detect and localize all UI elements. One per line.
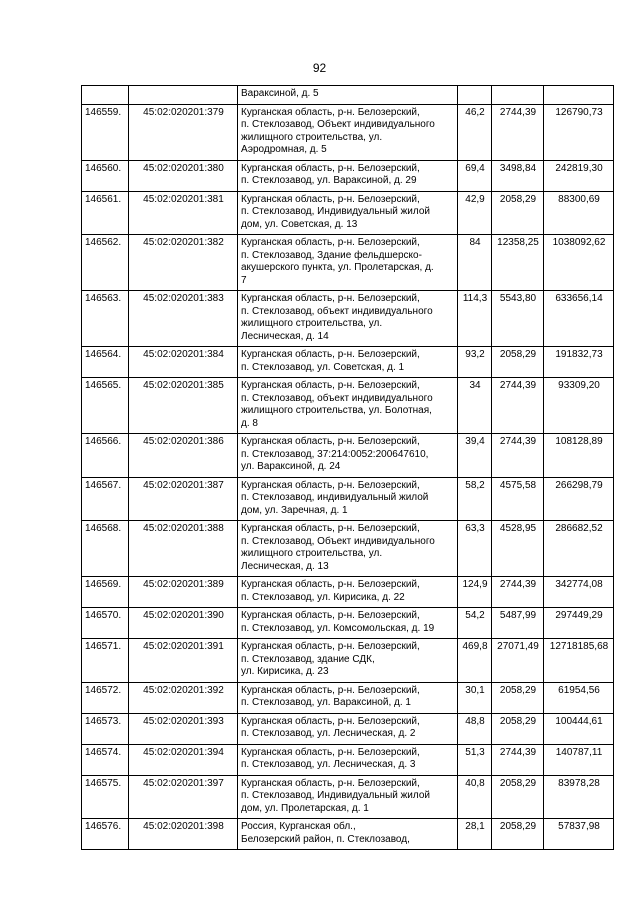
cadastral-number-cell: 45:02:020201:385 xyxy=(129,378,238,434)
row-number-cell: 146573. xyxy=(82,713,129,744)
address-line: п. Стеклозавод, ул. Лесническая, д. 2 xyxy=(241,728,416,739)
cadastral-value-cell: 12718185,68 xyxy=(544,639,614,683)
area-cell: 124,9 xyxy=(458,577,492,608)
address-line: п. Стеклозавод, ул. Лесническая, д. 3 xyxy=(241,759,416,770)
address-line: Курганская область, р-н. Белозерский, xyxy=(241,777,420,789)
table-row xyxy=(82,521,614,577)
address-line: дом, ул. Советская, д. 13 xyxy=(241,218,358,230)
unit-value-cell: 2058,29 xyxy=(492,347,544,378)
area-cell: 46,2 xyxy=(458,104,492,160)
address-cell xyxy=(238,477,458,521)
area-cell: 39,4 xyxy=(458,434,492,478)
address-line: п. Стеклозавод, Здание фельдшерско- xyxy=(241,249,422,261)
address-line: Белозерский район, п. Стеклозавод, xyxy=(241,833,410,845)
cadastral-value-cell: 1038092,62 xyxy=(544,235,614,291)
cadastral-value-cell: 286682,52 xyxy=(544,521,614,577)
address-line: Россия, Курганская обл., xyxy=(241,821,356,832)
unit-value-cell: 2058,29 xyxy=(492,191,544,235)
address-line: Курганская область, р-н. Белозерский, xyxy=(241,641,420,652)
table-row xyxy=(82,608,614,639)
cadastral-value-cell: 61954,56 xyxy=(544,682,614,713)
table-row xyxy=(82,378,614,434)
area-cell: 42,9 xyxy=(458,191,492,235)
unit-value-cell: 2744,39 xyxy=(492,434,544,478)
cadastral-value-cell: 93309,20 xyxy=(544,378,614,434)
cadastral-number-cell: 45:02:020201:379 xyxy=(129,104,238,160)
address-line: Курганская область, р-н. Белозерский, xyxy=(241,193,420,205)
address-line: акушерского пункта, ул. Пролетарская, д. xyxy=(241,262,434,273)
address-cell xyxy=(238,191,458,235)
address-line: д. 8 xyxy=(241,417,258,429)
unit-value-cell: 2058,29 xyxy=(492,775,544,819)
row-number-cell: 146563. xyxy=(82,291,129,347)
row-number-cell: 146569. xyxy=(82,577,129,608)
cadastral-value-cell: 57837,98 xyxy=(544,819,614,850)
cadastral-number-cell: 45:02:020201:381 xyxy=(129,191,238,235)
area-cell: 40,8 xyxy=(458,775,492,819)
area-cell: 58,2 xyxy=(458,477,492,521)
cadastral-number-cell: 45:02:020201:383 xyxy=(129,291,238,347)
property-registry-table xyxy=(81,85,614,850)
cadastral-number-cell: 45:02:020201:398 xyxy=(129,819,238,850)
cadastral-number-cell: 45:02:020201:390 xyxy=(129,608,238,639)
address-line: Курганская область, р-н. Белозерский, xyxy=(241,380,420,391)
row-number-cell: 146566. xyxy=(82,434,129,478)
row-number-cell: 146559. xyxy=(82,104,129,160)
cadastral-number-cell: 45:02:020201:384 xyxy=(129,347,238,378)
unit-value-cell: 4575,58 xyxy=(492,477,544,521)
cadastral-value-cell: 126790,73 xyxy=(544,104,614,160)
row-number-cell: 146574. xyxy=(82,744,129,775)
address-cell xyxy=(238,378,458,434)
row-number-cell xyxy=(82,86,129,105)
cadastral-value-cell: 140787,11 xyxy=(544,744,614,775)
address-line: п. Стеклозавод, объект индивидуального xyxy=(241,305,433,317)
address-cell xyxy=(238,104,458,160)
cadastral-value-cell: 633656,14 xyxy=(544,291,614,347)
area-cell: 93,2 xyxy=(458,347,492,378)
address-line: жилищного строительства, ул. Болотная, xyxy=(241,405,432,416)
cadastral-value-cell: 88300,69 xyxy=(544,191,614,235)
address-cell xyxy=(238,86,458,105)
row-number-cell: 146562. xyxy=(82,235,129,291)
unit-value-cell: 27071,49 xyxy=(492,639,544,683)
cadastral-number-cell: 45:02:020201:380 xyxy=(129,160,238,191)
address-cell xyxy=(238,713,458,744)
unit-value-cell: 3498,84 xyxy=(492,160,544,191)
area-cell: 69,4 xyxy=(458,160,492,191)
address-line: Курганская область, р-н. Белозерский, xyxy=(241,684,420,696)
unit-value-cell: 2058,29 xyxy=(492,682,544,713)
address-line: Курганская область, р-н. Белозерский, xyxy=(241,436,420,447)
row-number-cell: 146560. xyxy=(82,160,129,191)
address-cell xyxy=(238,775,458,819)
unit-value-cell: 2058,29 xyxy=(492,819,544,850)
table-row xyxy=(82,434,614,478)
address-line: п. Стеклозавод, ул. Комсомольская, д. 19 xyxy=(241,622,435,634)
unit-value-cell: 2744,39 xyxy=(492,577,544,608)
area-cell: 48,8 xyxy=(458,713,492,744)
table-row xyxy=(82,291,614,347)
address-line: дом, ул. Пролетарская, д. 1 xyxy=(241,802,369,814)
row-number-cell: 146575. xyxy=(82,775,129,819)
row-number-cell: 146570. xyxy=(82,608,129,639)
address-line: п. Стеклозавод, индивидуальный жилой xyxy=(241,492,429,503)
unit-value-cell: 4528,95 xyxy=(492,521,544,577)
table-row xyxy=(82,819,614,850)
address-line: Курганская область, р-н. Белозерский, xyxy=(241,579,420,590)
cadastral-value-cell: 100444,61 xyxy=(544,713,614,744)
area-cell: 114,3 xyxy=(458,291,492,347)
row-number-cell: 146567. xyxy=(82,477,129,521)
cadastral-value-cell: 83978,28 xyxy=(544,775,614,819)
area-cell: 34 xyxy=(458,378,492,434)
address-line: Курганская область, р-н. Белозерский, xyxy=(241,479,420,491)
address-cell xyxy=(238,819,458,850)
table-row xyxy=(82,682,614,713)
table-row xyxy=(82,104,614,160)
row-number-cell: 146565. xyxy=(82,378,129,434)
cadastral-value-cell: 297449,29 xyxy=(544,608,614,639)
address-line: Курганская область, р-н. Белозерский, xyxy=(241,349,420,360)
address-line: дом, ул. Заречная, д. 1 xyxy=(241,504,348,516)
table-row xyxy=(82,160,614,191)
address-cell xyxy=(238,608,458,639)
address-line: ул. Кирисика, д. 23 xyxy=(241,666,329,677)
area-cell: 28,1 xyxy=(458,819,492,850)
address-line: Курганская область, р-н. Белозерский, xyxy=(241,523,420,534)
cadastral-value-cell xyxy=(544,86,614,105)
address-line: Курганская область, р-н. Белозерский, xyxy=(241,237,420,248)
address-line: Курганская область, р-н. Белозерский, xyxy=(241,610,420,621)
cadastral-number-cell: 45:02:020201:392 xyxy=(129,682,238,713)
address-line: Курганская область, р-н. Белозерский, xyxy=(241,293,420,304)
area-cell: 84 xyxy=(458,235,492,291)
address-line: Вараксиной, д. 5 xyxy=(241,88,319,99)
address-cell xyxy=(238,744,458,775)
cadastral-value-cell: 266298,79 xyxy=(544,477,614,521)
address-line: Курганская область, р-н. Белозерский, xyxy=(241,162,420,174)
address-line: п. Стеклозавод, объект индивидуального xyxy=(241,392,433,404)
address-line: ул. Вараксиной, д. 24 xyxy=(241,461,341,472)
cadastral-value-cell: 108128,89 xyxy=(544,434,614,478)
address-cell xyxy=(238,639,458,683)
unit-value-cell: 5487,99 xyxy=(492,608,544,639)
cadastral-number-cell: 45:02:020201:393 xyxy=(129,713,238,744)
table-row xyxy=(82,639,614,683)
cadastral-value-cell: 191832,73 xyxy=(544,347,614,378)
address-line: Курганская область, р-н. Белозерский, xyxy=(241,746,420,758)
table-row xyxy=(82,347,614,378)
address-line: жилищного строительства, ул. xyxy=(241,548,383,559)
address-line: п. Стеклозавод, Объект индивидуального xyxy=(241,119,435,130)
unit-value-cell: 2058,29 xyxy=(492,713,544,744)
address-cell xyxy=(238,521,458,577)
table-row xyxy=(82,235,614,291)
address-line: Лесническая, д. 14 xyxy=(241,330,329,342)
area-cell: 63,3 xyxy=(458,521,492,577)
table-row-continuation xyxy=(82,86,614,105)
address-cell xyxy=(238,682,458,713)
address-line: 7 xyxy=(241,274,247,286)
cadastral-number-cell: 45:02:020201:389 xyxy=(129,577,238,608)
area-cell: 54,2 xyxy=(458,608,492,639)
address-line: п. Стеклозавод, Объект индивидуального xyxy=(241,535,435,547)
row-number-cell: 146576. xyxy=(82,819,129,850)
cadastral-number-cell: 45:02:020201:382 xyxy=(129,235,238,291)
cadastral-value-cell: 342774,08 xyxy=(544,577,614,608)
address-line: Лесническая, д. 13 xyxy=(241,560,329,572)
address-line: п. Стеклозавод, здание СДК, xyxy=(241,653,375,665)
table-row xyxy=(82,477,614,521)
address-line: п. Стеклозавод, ул. Советская, д. 1 xyxy=(241,361,405,373)
cadastral-number-cell: 45:02:020201:397 xyxy=(129,775,238,819)
registry-table-body xyxy=(82,86,614,850)
unit-value-cell: 2744,39 xyxy=(492,744,544,775)
address-cell xyxy=(238,235,458,291)
cadastral-number-cell: 45:02:020201:387 xyxy=(129,477,238,521)
table-row xyxy=(82,744,614,775)
cadastral-number-cell xyxy=(129,86,238,105)
cadastral-number-cell: 45:02:020201:394 xyxy=(129,744,238,775)
area-cell: 469,8 xyxy=(458,639,492,683)
table-row xyxy=(82,713,614,744)
address-line: Курганская область, р-н. Белозерский, xyxy=(241,106,420,118)
address-cell xyxy=(238,160,458,191)
address-cell xyxy=(238,347,458,378)
address-line: п. Стеклозавод, ул. Кирисика, д. 22 xyxy=(241,591,405,603)
unit-value-cell: 2744,39 xyxy=(492,378,544,434)
cadastral-number-cell: 45:02:020201:391 xyxy=(129,639,238,683)
unit-value-cell: 5543,80 xyxy=(492,291,544,347)
address-line: Курганская область, р-н. Белозерский, xyxy=(241,715,420,727)
cadastral-number-cell: 45:02:020201:386 xyxy=(129,434,238,478)
address-line: жилищного строительства, ул. xyxy=(241,131,383,143)
address-line: п. Стеклозавод, ул. Вараксиной, д. 1 xyxy=(241,697,411,708)
address-cell xyxy=(238,434,458,478)
unit-value-cell: 12358,25 xyxy=(492,235,544,291)
address-line: п. Стеклозавод, Индивидуальный жилой xyxy=(241,790,430,801)
cadastral-number-cell: 45:02:020201:388 xyxy=(129,521,238,577)
row-number-cell: 146568. xyxy=(82,521,129,577)
address-line: п. Стеклозавод, 37:214:0052:200647610, xyxy=(241,448,429,460)
unit-value-cell xyxy=(492,86,544,105)
row-number-cell: 146572. xyxy=(82,682,129,713)
address-line: жилищного строительства, ул. xyxy=(241,318,383,329)
table-row xyxy=(82,577,614,608)
row-number-cell: 146561. xyxy=(82,191,129,235)
table-row xyxy=(82,191,614,235)
area-cell: 30,1 xyxy=(458,682,492,713)
area-cell: 51,3 xyxy=(458,744,492,775)
area-cell xyxy=(458,86,492,105)
address-line: п. Стеклозавод, Индивидуальный жилой xyxy=(241,206,430,217)
address-line: п. Стеклозавод, ул. Вараксиной, д. 29 xyxy=(241,175,417,186)
table-row xyxy=(82,775,614,819)
unit-value-cell: 2744,39 xyxy=(492,104,544,160)
address-cell xyxy=(238,291,458,347)
row-number-cell: 146571. xyxy=(82,639,129,683)
address-line: Аэродромная, д. 5 xyxy=(241,144,327,155)
page-number: 92 xyxy=(312,61,327,75)
address-cell xyxy=(238,577,458,608)
row-number-cell: 146564. xyxy=(82,347,129,378)
cadastral-value-cell: 242819,30 xyxy=(544,160,614,191)
